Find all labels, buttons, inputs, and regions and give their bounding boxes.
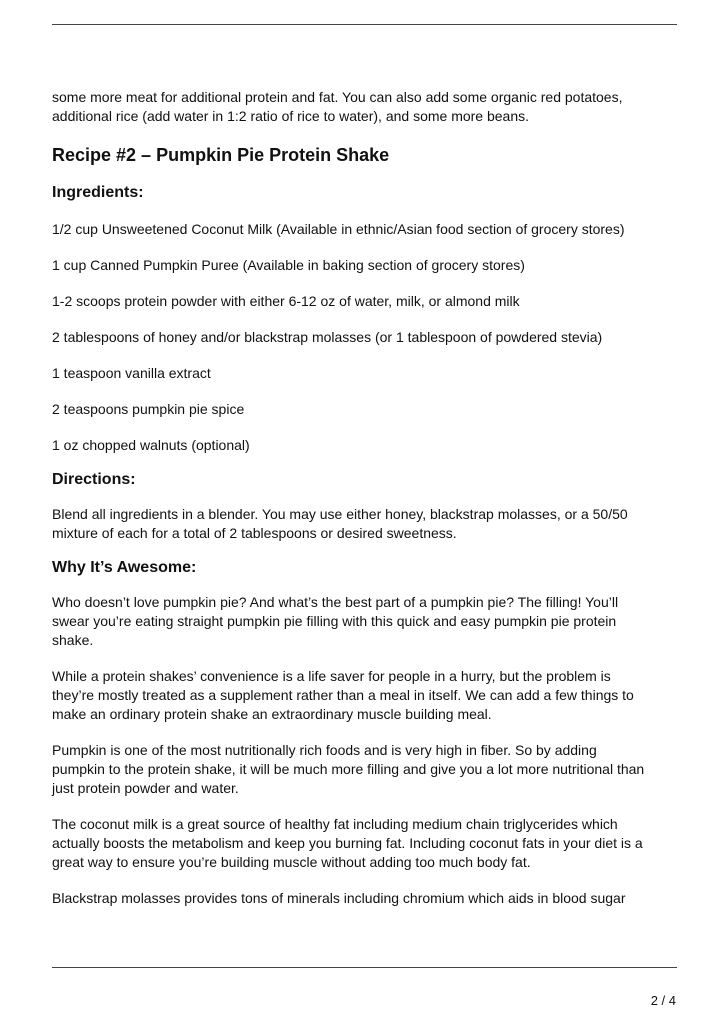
ingredient-item: 2 tablespoons of honey and/or blackstrap molasses (or 1 tablespoon of powdered stevia) xyxy=(52,329,603,345)
ingredient-item: 1-2 scoops protein powder with either 6-12 oz of water, milk, or almond milk xyxy=(52,293,520,309)
why-line: shake. xyxy=(52,632,94,648)
directions-line: Blend all ingredients in a blender. You may use either honey, blackstrap molasses, or a 50/50 xyxy=(52,506,628,522)
why-line: pumpkin to the protein shake, it will be much more filling and give you a lot more nutritional than xyxy=(52,761,645,777)
page-number: 2 / 4 xyxy=(650,993,676,1008)
header-rule xyxy=(52,24,677,25)
why-line: actually boosts the metabolism and keep you burning fat. Including coconut fats in your diet is a xyxy=(52,835,643,851)
why-line: While a protein shakes’ convenience is a life saver for people in a hurry, but the problem is xyxy=(52,668,611,684)
directions-line: mixture of each for a total of 2 tablespoons or desired sweetness. xyxy=(52,525,457,541)
why-line: great way to ensure you’re building muscle without adding too much body fat. xyxy=(52,854,531,870)
page-content xyxy=(52,88,682,908)
why-line: swear you’re eating straight pumpkin pie filling with this quick and easy pumpkin pie protein xyxy=(52,613,617,629)
ingredient-item: 1 cup Canned Pumpkin Puree (Available in baking section of grocery stores) xyxy=(52,257,525,273)
footer-rule xyxy=(52,967,677,968)
why-line: Pumpkin is one of the most nutritionally rich foods and is very high in fiber. So by adding xyxy=(52,742,597,758)
ingredients-heading: Ingredients: xyxy=(52,184,144,201)
intro-line: some more meat for additional protein and fat. You can also add some organic red potatoes, xyxy=(52,89,623,105)
directions-heading: Directions: xyxy=(52,471,136,488)
intro-line: additional rice (add water in 1:2 ratio of rice to water), and some more beans. xyxy=(52,108,530,124)
recipe-title: Recipe #2 – Pumpkin Pie Protein Shake xyxy=(52,145,390,165)
why-heading: Why It’s Awesome: xyxy=(52,559,197,576)
ingredient-item: 1 teaspoon vanilla extract xyxy=(52,365,211,381)
ingredient-item: 2 teaspoons pumpkin pie spice xyxy=(52,401,245,417)
why-line: Who doesn’t love pumpkin pie? And what’s the best part of a pumpkin pie? The filling! You’ll xyxy=(52,594,619,610)
why-line: The coconut milk is a great source of healthy fat including medium chain triglycerides which xyxy=(52,816,618,832)
ingredient-item: 1 oz chopped walnuts (optional) xyxy=(52,437,250,453)
why-line: they’re mostly treated as a supplement rather than a meal in itself. We can add a few things to xyxy=(52,687,634,703)
why-line: just protein powder and water. xyxy=(52,780,239,796)
why-line: make an ordinary protein shake an extraordinary muscle building meal. xyxy=(52,706,492,722)
why-line: Blackstrap molasses provides tons of minerals including chromium which aids in blood sugar xyxy=(52,890,626,906)
ingredient-item: 1/2 cup Unsweetened Coconut Milk (Available in ethnic/Asian food section of grocery stores) xyxy=(52,221,625,237)
